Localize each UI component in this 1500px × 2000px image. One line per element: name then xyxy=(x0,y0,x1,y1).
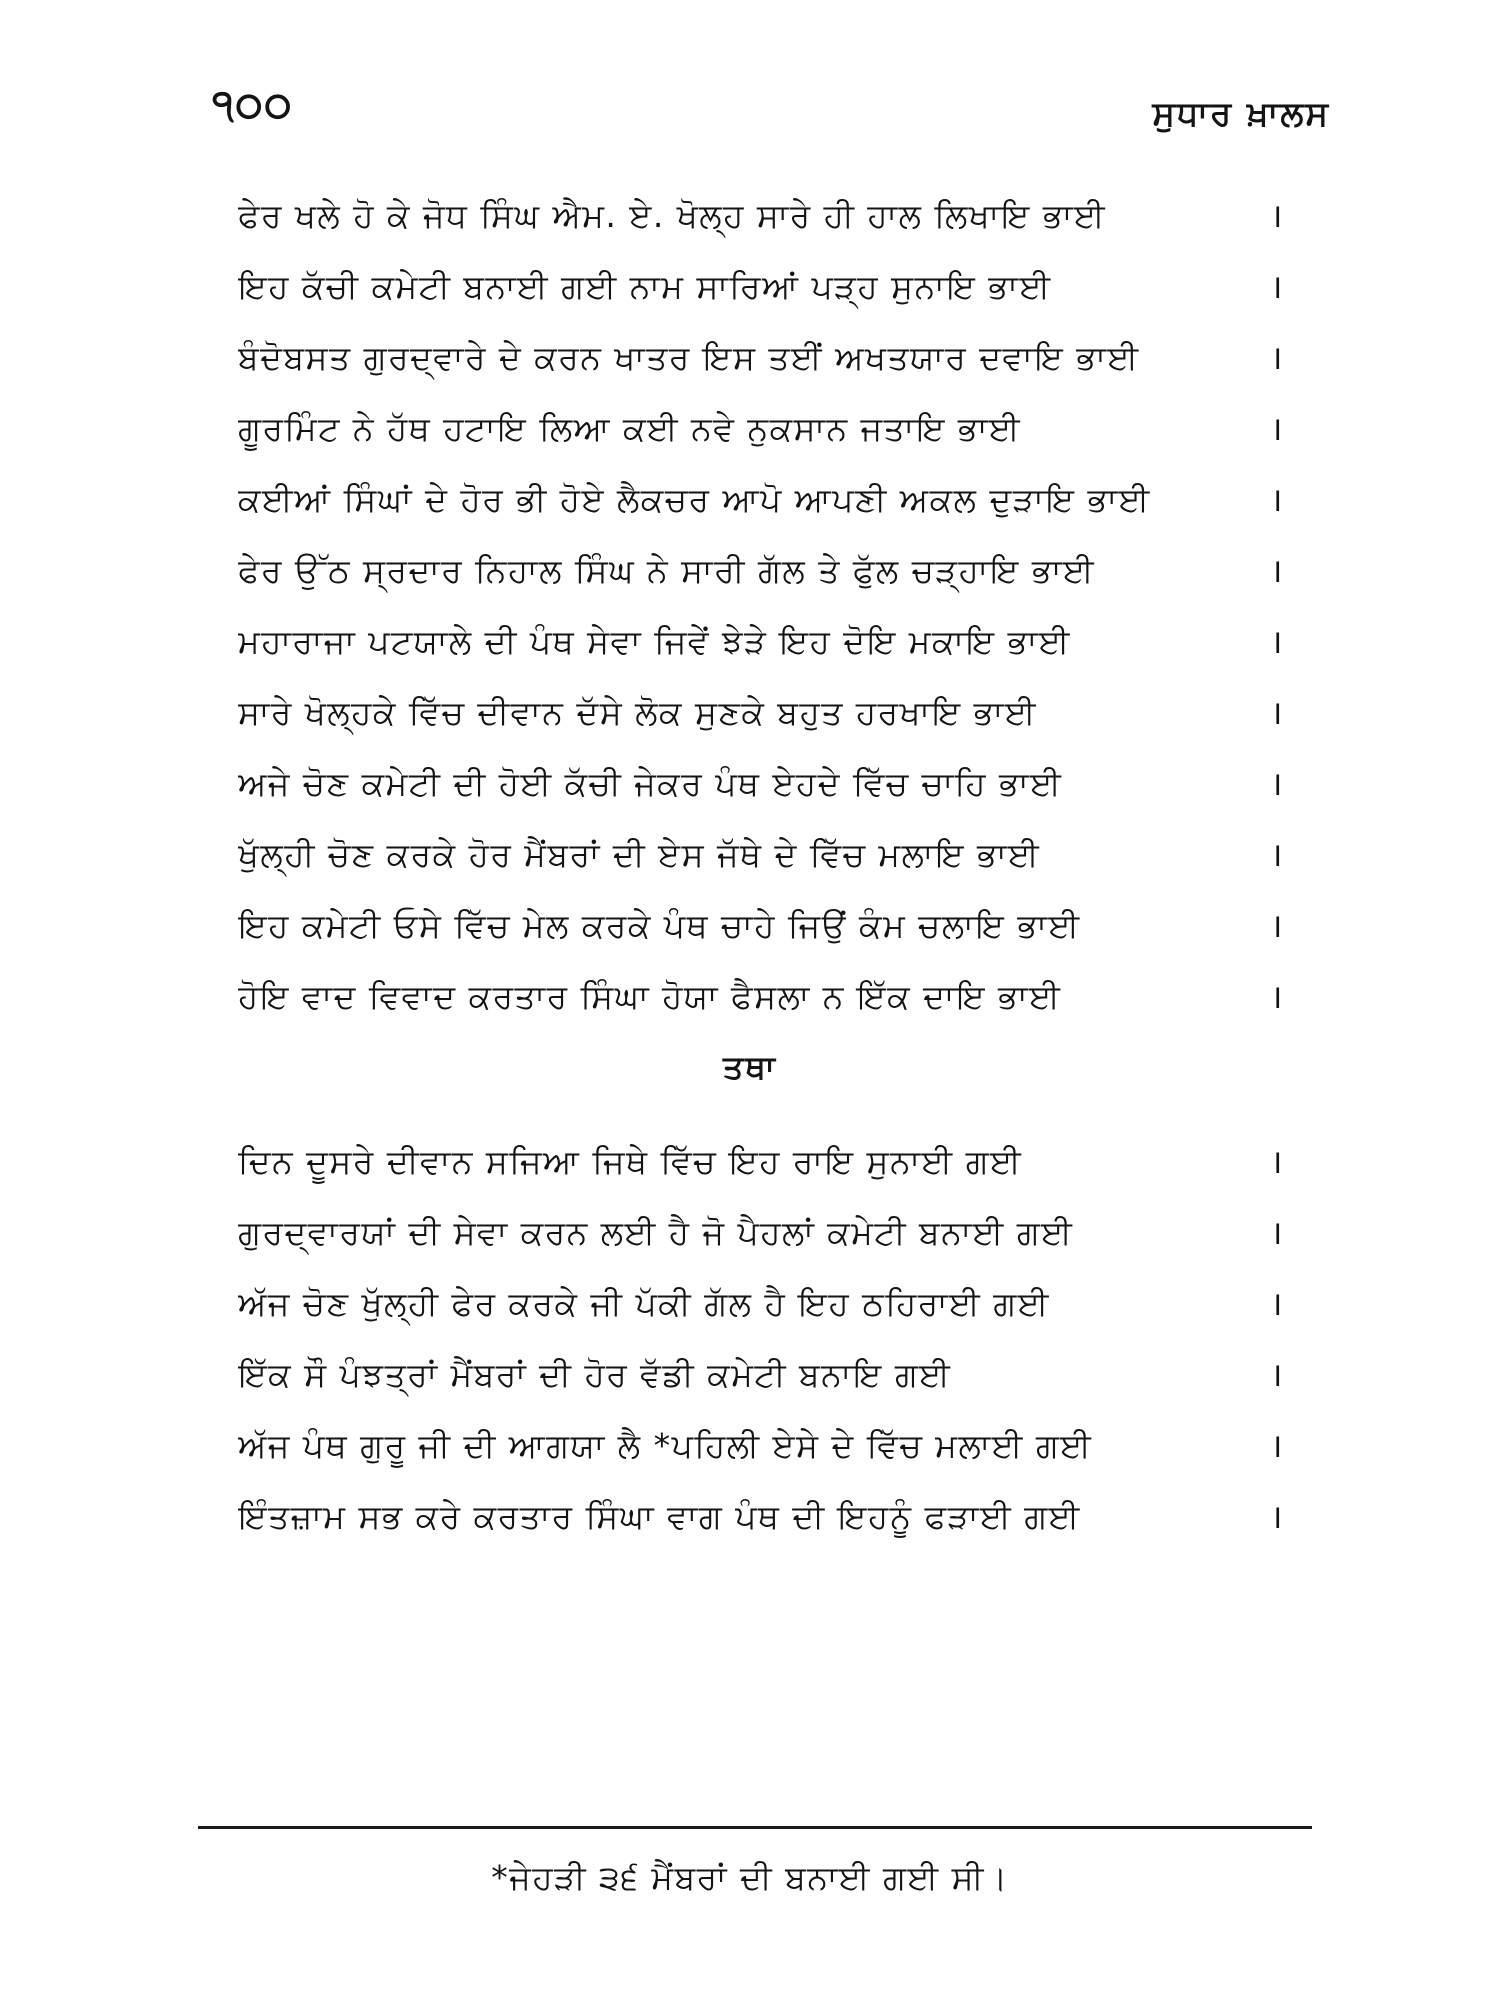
page-number: ੧੦੦ xyxy=(212,82,294,128)
verse-line-text: ਫੇਰ ਖਲੇ ਹੋ ਕੇ ਜੋਧ ਸਿੰਘ ਐਮ. ਏ. ਖੋਲ੍ਹ ਸਾਰੇ ਹੀ ਹਾਲ ਲਿਖਾਇ ਭਾਈ xyxy=(238,196,1107,235)
danda-mark: । xyxy=(1269,622,1284,661)
verse-line-text: ਮਹਾਰਾਜਾ ਪਟਯਾਲੇ ਦੀ ਪੰਥ ਸੇਵਾ ਜਿਵੇਂ ਝੇੜੇ ਇਹ ਦੋਇ ਮਕਾਇ ਭਾਈ xyxy=(238,622,1071,661)
danda-mark: । xyxy=(1269,977,1284,1016)
verse-line-text: ਹੋਇ ਵਾਦ ਵਿਵਾਦ ਕਰਤਾਰ ਸਿੰਘਾ ਹੋਯਾ ਫੈਸਲਾ ਨ ਇੱਕ ਦਾਇ ਭਾਈ xyxy=(238,977,1062,1016)
danda-mark: । xyxy=(1269,906,1284,945)
verse-line xyxy=(238,890,1284,961)
verse-line xyxy=(238,180,1284,251)
danda-mark: । xyxy=(1269,409,1284,448)
verse-line xyxy=(238,748,1284,819)
danda-mark: । xyxy=(1269,551,1284,590)
danda-mark: । xyxy=(1269,196,1284,235)
verse-line-text: ਅੱਜ ਚੋਣ ਖੁੱਲ੍ਹੀ ਫੇਰ ਕਰਕੇ ਜੀ ਪੱਕੀ ਗੱਲ ਹੈ ਇਹ ਠਹਿਰਾਈ ਗਈ xyxy=(238,1284,1050,1323)
verse-line xyxy=(238,961,1284,1032)
verse-line-text: ਗੁਰਦ੍ਵਾਰਯਾਂ ਦੀ ਸੇਵਾ ਕਰਨ ਲਈ ਹੈ ਜੋ ਪੈਹਲਾਂ ਕਮੇਟੀ ਬਨਾਈ ਗਈ xyxy=(238,1213,1074,1252)
danda-mark: । xyxy=(1269,835,1284,874)
danda-mark: । xyxy=(1269,338,1284,377)
verse-line-text: ਬੰਦੋਬਸਤ ਗੁਰਦ੍ਵਾਰੇ ਦੇ ਕਰਨ ਖਾਤਰ ਇਸ ਤਈਂ ਅਖਤਯਾਰ ਦਵਾਇ ਭਾਈ xyxy=(238,338,1140,377)
verse-line-text: ਇਹ ਕੱਚੀ ਕਮੇਟੀ ਬਨਾਈ ਗਈ ਨਾਮ ਸਾਰਿਆਂ ਪੜ੍ਹ ਸੁਨਾਇ ਭਾਈ xyxy=(238,267,1052,306)
danda-mark: । xyxy=(1269,1142,1284,1181)
danda-mark: । xyxy=(1269,1284,1284,1323)
danda-mark: । xyxy=(1269,267,1284,306)
verse-block-2 xyxy=(238,1126,1284,1552)
verse-line xyxy=(238,1339,1284,1410)
verse-line-text: ਦਿਨ ਦੂਸਰੇ ਦੀਵਾਨ ਸਜਿਆ ਜਿਥੇ ਵਿੱਚ ਇਹ ਰਾਇ ਸੁਨਾਈ ਗਈ xyxy=(238,1142,1023,1181)
danda-mark: । xyxy=(1269,764,1284,803)
verse-block-1 xyxy=(238,180,1284,1032)
verse-line xyxy=(238,251,1284,322)
verse-line-text: ਫੇਰ ਉੱਠ ਸ੍ਰਦਾਰ ਨਿਹਾਲ ਸਿੰਘ ਨੇ ਸਾਰੀ ਗੱਲ ਤੇ ਫੁੱਲ ਚੜ੍ਹਾਇ ਭਾਈ xyxy=(238,551,1096,590)
verse-line xyxy=(238,393,1284,464)
verse-line-text: ਇੰਤਜ਼ਾਮ ਸਭ ਕਰੇ ਕਰਤਾਰ ਸਿੰਘਾ ਵਾਗ ਪੰਥ ਦੀ ਇਹਨੂੰ ਫੜਾਈ ਗਈ xyxy=(238,1497,1081,1536)
verse-line xyxy=(238,1197,1284,1268)
verse-line-text: ਅੱਜ ਪੰਥ ਗੁਰੂ ਜੀ ਦੀ ਆਗਯਾ ਲੈ *ਪਹਿਲੀ ਏਸੇ ਦੇ ਵਿੱਚ ਮਲਾਈ ਗਈ xyxy=(238,1426,1093,1465)
verse-line-text: ਅਜੇ ਚੋਣ ਕਮੇਟੀ ਦੀ ਹੋਈ ਕੱਚੀ ਜੇਕਰ ਪੰਥ ਏਹਦੇ ਵਿੱਚ ਚਾਹਿ ਭਾਈ xyxy=(238,764,1063,803)
danda-mark: । xyxy=(1269,1213,1284,1252)
verse-line-text: ਇੱਕ ਸੌ ਪੰਝਤ੍ਰਾਂ ਮੈਂਬਰਾਂ ਦੀ ਹੋਰ ਵੱਡੀ ਕਮੇਟੀ ਬਨਾਇ ਗਈ xyxy=(238,1355,952,1394)
danda-mark: । xyxy=(1269,1497,1284,1536)
danda-mark: । xyxy=(1269,693,1284,732)
verse-line xyxy=(238,1410,1284,1481)
verse-line xyxy=(238,606,1284,677)
running-title: ਸੁਧਾਰ ਖ਼ਾਲਸ xyxy=(1152,94,1330,134)
verse-line xyxy=(238,1481,1284,1552)
verse-line xyxy=(238,535,1284,606)
verse-line-text: ਸਾਰੇ ਖੋਲ੍ਹਕੇ ਵਿੱਚ ਦੀਵਾਨ ਦੱਸੇ ਲੋਕ ਸੁਣਕੇ ਬਹੁਤ ਹਰਖਾਇ ਭਾਈ xyxy=(238,693,1037,732)
verse-line-text: ਕਈਆਂ ਸਿੰਘਾਂ ਦੇ ਹੋਰ ਭੀ ਹੋਏ ਲੈਕਚਰ ਆਪੋ ਆਪਣੀ ਅਕਲ ਦੁੜਾਇ ਭਾਈ xyxy=(238,480,1151,519)
danda-mark: । xyxy=(1269,1355,1284,1394)
danda-mark: । xyxy=(1269,480,1284,519)
verse-line-text: ਇਹ ਕਮੇਟੀ ਓਸੇ ਵਿੱਚ ਮੇਲ ਕਰਕੇ ਪੰਥ ਚਾਹੇ ਜਿਉਂ ਕੰਮ ਚਲਾਇ ਭਾਈ xyxy=(238,906,1081,945)
verse-line xyxy=(238,1126,1284,1197)
verse-line xyxy=(238,322,1284,393)
danda-mark: । xyxy=(1269,1426,1284,1465)
verse-line-text: ਗੂਰਮਿੰਟ ਨੇ ਹੱਥ ਹਟਾਇ ਲਿਆ ਕਈ ਨਵੇ ਨੁਕਸਾਨ ਜਤਾਇ ਭਾਈ xyxy=(238,409,1022,448)
verse-line xyxy=(238,1268,1284,1339)
verse-line-text: ਖੁੱਲ੍ਹੀ ਚੋਣ ਕਰਕੇ ਹੋਰ ਮੈਂਬਰਾਂ ਦੀ ਏਸ ਜੱਥੇ ਦੇ ਵਿੱਚ ਮਲਾਇ ਭਾਈ xyxy=(238,835,1041,874)
section-heading: ਤਥਾ xyxy=(723,1048,777,1086)
footnote: *ਜੇਹੜੀ ੩੬ ਮੈਂਬਰਾਂ ਦੀ ਬਨਾਈ ਗਈ ਸੀ। xyxy=(491,1858,1009,1897)
verse-line xyxy=(238,819,1284,890)
verse-line xyxy=(238,464,1284,535)
verse-line xyxy=(238,677,1284,748)
footnote-divider xyxy=(198,1826,1312,1829)
